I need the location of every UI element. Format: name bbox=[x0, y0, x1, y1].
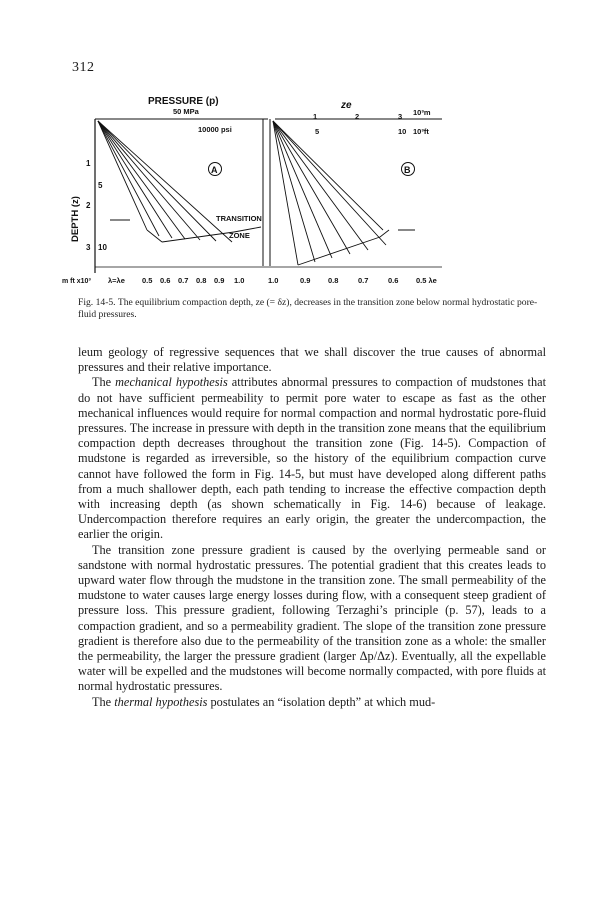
transition-label: TRANSITION bbox=[216, 214, 262, 223]
paragraph-4-lead: The bbox=[92, 694, 115, 709]
paragraph-4-text: postulates an “isolation depth” at which mud- bbox=[207, 694, 436, 709]
thermal-hypothesis-term: thermal hypothesis bbox=[114, 694, 208, 709]
depth-ft-tick-5: 5 bbox=[98, 181, 103, 190]
depth-ft-tick-10: 10 bbox=[98, 243, 107, 252]
lambda-right-tick-0: 1.0 bbox=[268, 276, 279, 285]
panel-a-compaction-lines bbox=[98, 121, 261, 242]
figure-diagram bbox=[60, 90, 580, 295]
ze-ft-tick-10: 10 bbox=[398, 127, 407, 136]
zone-label: ZONE bbox=[229, 231, 250, 240]
ze-ft-unit: 10³ft bbox=[413, 127, 429, 136]
caption-text: The equilibrium compaction depth, ze (= δz), decreases in the transition zone below normal hydrostatic pore-fluid pressures. bbox=[78, 297, 538, 320]
paragraph-2-text: attributes abnormal pressures to compaction of mudstones that do not have sufficient permeability to permit pore water to escape as fast as the other mechanical influences would require for normal compaction and normal hydrostatic pore-fluid pressures. The increase in pressure with depth in the transition zone means that the equilibrium compaction depth decreases throughout the transition zone (Fig. 14-5). Compaction of mudstone is regarded as irreversible, so the history of the equilibrium compaction curve cannot have followed the form in Fig. 14-5, but must have developed along different paths from a much shallower depth, each path tending to increase the effective compaction depth with increasing depth (as shown schematically in Fig. 14-6) because of leakage. Undercompaction therefore requires an early origin, the greater the undercompaction, the earlier the origin. bbox=[78, 375, 546, 542]
lambda-right-tick-5: 0.5 λe bbox=[416, 276, 437, 285]
lambda-left-tick-3: 0.8 bbox=[196, 276, 207, 285]
ze-m-tick-1: 1 bbox=[313, 112, 318, 121]
paragraph-1: leum geology of regressive sequences that we shall discover the true causes of abnormal pressures and their relative importance. bbox=[78, 345, 546, 375]
ze-m-unit: 10³m bbox=[413, 108, 431, 117]
lambda-right-tick-3: 0.7 bbox=[358, 276, 369, 285]
body-text bbox=[78, 345, 546, 710]
paragraph-2 bbox=[78, 375, 546, 542]
psi-tick-label: 10000 psi bbox=[198, 125, 232, 134]
lambda-prefix: λ=λe bbox=[108, 276, 125, 285]
lambda-left-tick-4: 0.9 bbox=[214, 276, 225, 285]
lambda-left-tick-5: 1.0 bbox=[234, 276, 245, 285]
paragraph-2-lead: The bbox=[92, 375, 116, 390]
lambda-left-tick-2: 0.7 bbox=[178, 276, 189, 285]
paragraph-4 bbox=[78, 695, 546, 710]
panel-a-label: A bbox=[211, 165, 218, 175]
depth-m-tick-3: 3 bbox=[86, 243, 91, 252]
figure-caption bbox=[78, 297, 548, 321]
depth-axis-title: DEPTH (z) bbox=[70, 196, 81, 242]
mechanical-hypothesis-term: mechanical hypothesis bbox=[115, 375, 228, 390]
page-number: 312 bbox=[72, 60, 95, 75]
panel-b-compaction-lines bbox=[273, 121, 415, 265]
ze-ft-tick-5: 5 bbox=[315, 127, 320, 136]
bottom-units: m ft x10³ bbox=[62, 278, 91, 285]
depth-m-tick-2: 2 bbox=[86, 201, 91, 210]
lambda-left-tick-1: 0.6 bbox=[160, 276, 171, 285]
ze-axis-title: ze bbox=[341, 100, 352, 111]
lambda-right-tick-2: 0.8 bbox=[328, 276, 339, 285]
figure-14-5 bbox=[60, 90, 580, 295]
lambda-left-tick-0: 0.5 bbox=[142, 276, 153, 285]
lambda-right-tick-4: 0.6 bbox=[388, 276, 399, 285]
depth-m-tick-1: 1 bbox=[86, 159, 91, 168]
mpa-tick-label: 50 MPa bbox=[173, 107, 199, 116]
paragraph-3: The transition zone pressure gradient is caused by the overlying permeable sand or sandstone with normal hydrostatic pressures. The potential gradient that this creates leads to upward water flow through the mudstone in the transition zone. The small permeability of the mudstone to water causes large energy losses during flow, with a consequent steep gradient of pressure loss. This pressure gradient, following Terzaghi’s principle (p. 57), leads to a compaction gradient, and so a permeability gradient. The slope of the transition zone pressure gradient is therefore also due to the permeability of the transition zone as a whole: the smaller the permeability, the larger the pressure gradient (larger Δp/Δz). Eventually, all the expellable water will be expelled and the mudstones will become normally compacted, with pore fluids at normal hydrostatic pressures. bbox=[78, 542, 546, 694]
lambda-right-tick-1: 0.9 bbox=[300, 276, 311, 285]
ze-m-tick-2: 2 bbox=[355, 112, 360, 121]
pressure-axis-title: PRESSURE (p) bbox=[148, 96, 219, 107]
panel-b-label: B bbox=[404, 165, 411, 175]
caption-label: Fig. 14-5. bbox=[78, 297, 116, 308]
ze-m-tick-3: 3 bbox=[398, 112, 403, 121]
